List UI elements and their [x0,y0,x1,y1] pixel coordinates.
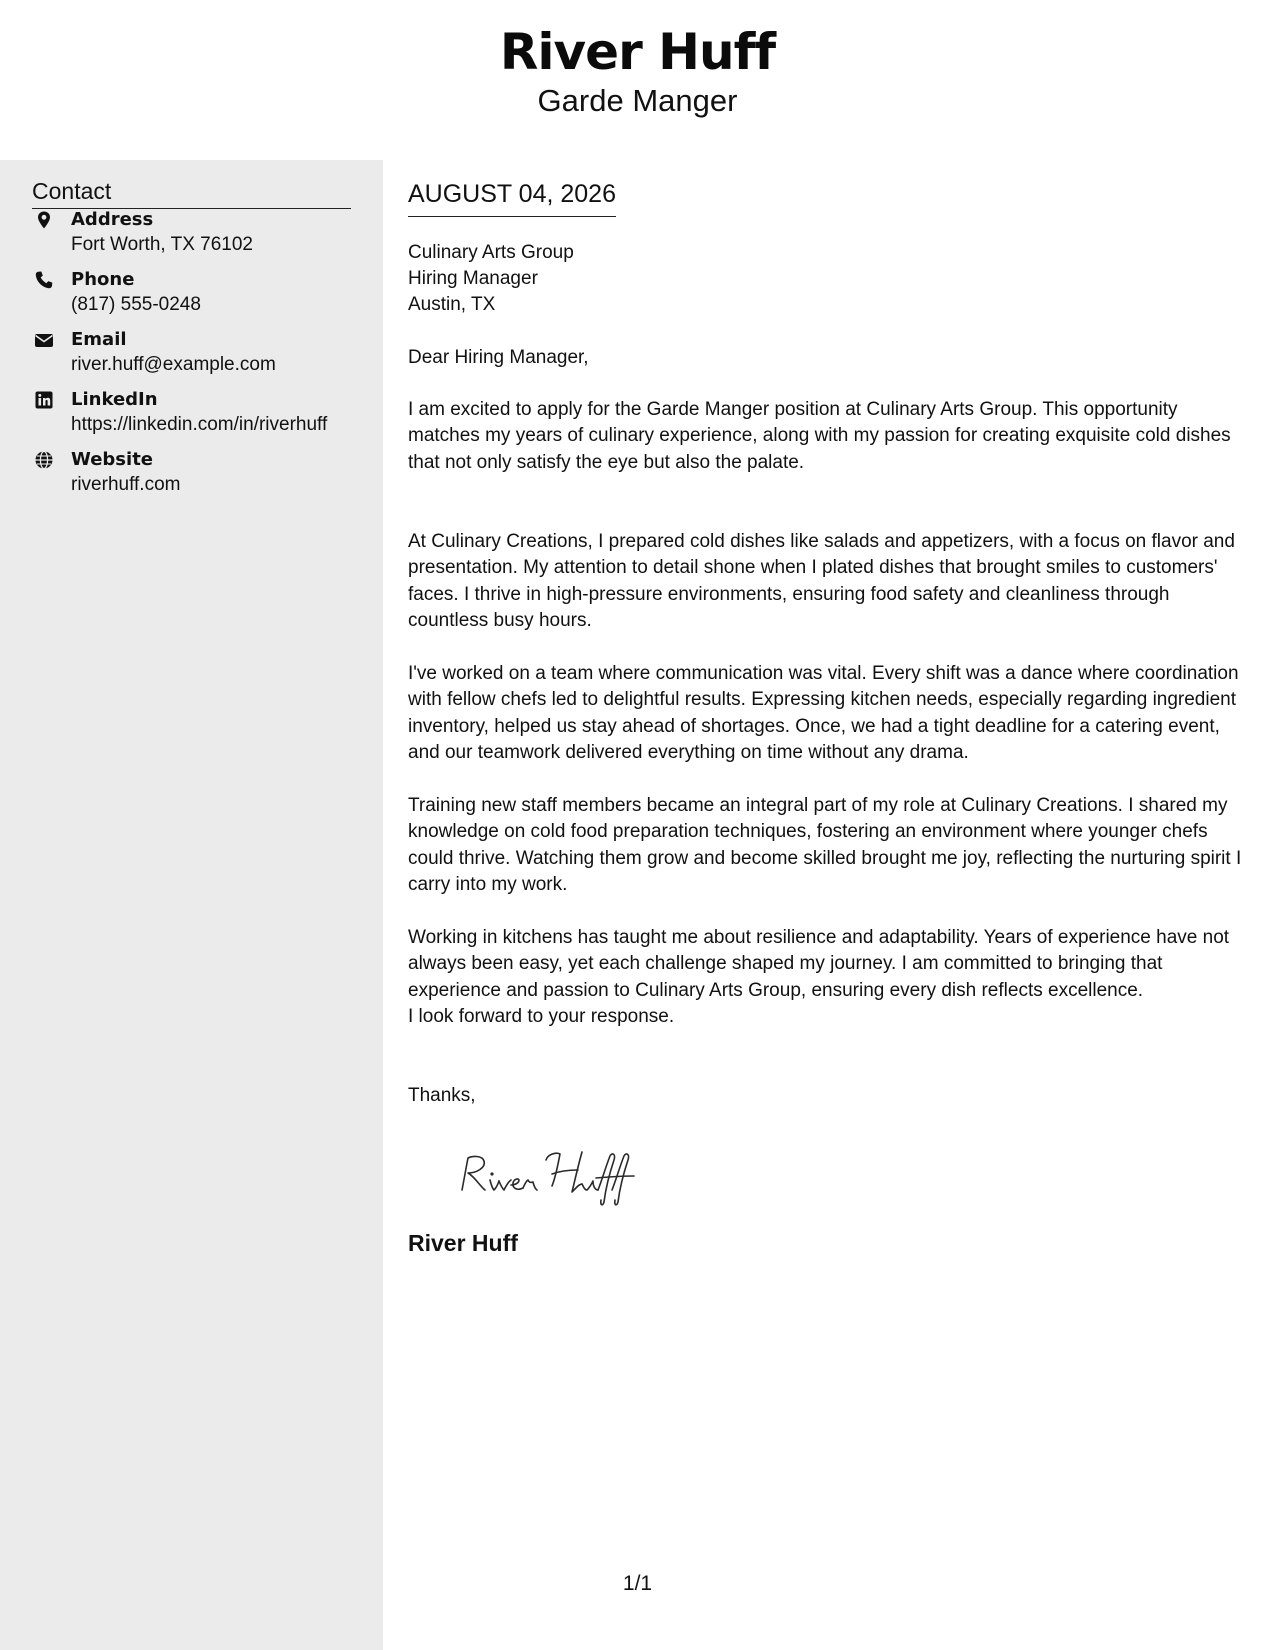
letter-date: AUGUST 04, 2026 [408,178,616,217]
contact-value: river.huff@example.com [71,354,276,375]
contact-value: Fort Worth, TX 76102 [71,234,253,255]
contact-label: Website [71,449,154,470]
salutation: Dear Hiring Manager, [408,347,589,368]
phone-icon [34,270,54,290]
closing: Thanks, [408,1085,476,1106]
paragraph-6: I look forward to your response. [408,1006,675,1027]
letter-header [0,0,1275,160]
applicant-title: Garde Manger [537,83,738,118]
contact-value: (817) 555-0248 [71,294,201,315]
applicant-name: River Huff [499,23,776,81]
signed-name: River Huff [408,1230,518,1256]
contact-label: Phone [71,269,135,290]
recipient-company: Culinary Arts Group [408,242,574,263]
recipient-location: Austin, TX [408,294,496,315]
envelope-icon [34,330,54,350]
paragraph-1: I am excited to apply for the Garde Manger position at Culinary Arts Group. This opportunity matches my years of culinary experience, along with my passion for creating exquisite cold dishes that not only satisfy the eye but also the palate. [408,399,1231,473]
contact-label: Email [71,329,127,350]
contact-label: LinkedIn [71,389,158,410]
globe-icon [34,450,54,470]
contact-value: https://linkedin.com/in/riverhuff [71,414,328,435]
recipient-role: Hiring Manager [408,268,538,289]
paragraph-2: At Culinary Creations, I prepared cold dishes like salads and appetizers, with a focus on flavor and presentation. My attention to detail shone when I plated dishes that brought smiles to customers' faces. I thrive in high-pressure environments, ensuring food safety and cleanliness through countless busy hours. [408,531,1235,631]
contact-label: Address [71,209,154,230]
paragraph-3: I've worked on a team where communication was vital. Every shift was a dance where coordination with fellow chefs led to delightful results. Expressing kitchen needs, especially regarding ingredient inventory, helped us stay ahead of shortages. Once, we had a tight deadline for a catering event, and our teamwork delivered everything on time without any drama. [408,663,1239,763]
linkedin-icon [34,390,54,410]
contact-heading: Contact [32,176,351,209]
contact-value: riverhuff.com [71,474,181,495]
recipient-block [408,240,574,318]
handwritten-signature [448,1140,648,1210]
map-pin-icon [34,210,54,230]
paragraph-4: Training new staff members became an integral part of my role at Culinary Creations. I shared my knowledge on cold food preparation techniques, fostering an environment where younger chefs could thrive. Watching them grow and become skilled brought me joy, reflecting the nurturing spirit I carry into my work. [408,795,1242,895]
paragraph-5: Working in kitchens has taught me about resilience and adaptability. Years of experience have not always been easy, yet each challenge shaped my journey. I am committed to bringing that experience and passion to Culinary Arts Group, ensuring every dish reflects excellence. [408,927,1230,1001]
page-number: 1/1 [622,1572,653,1595]
contact-sidebar [0,160,383,1650]
